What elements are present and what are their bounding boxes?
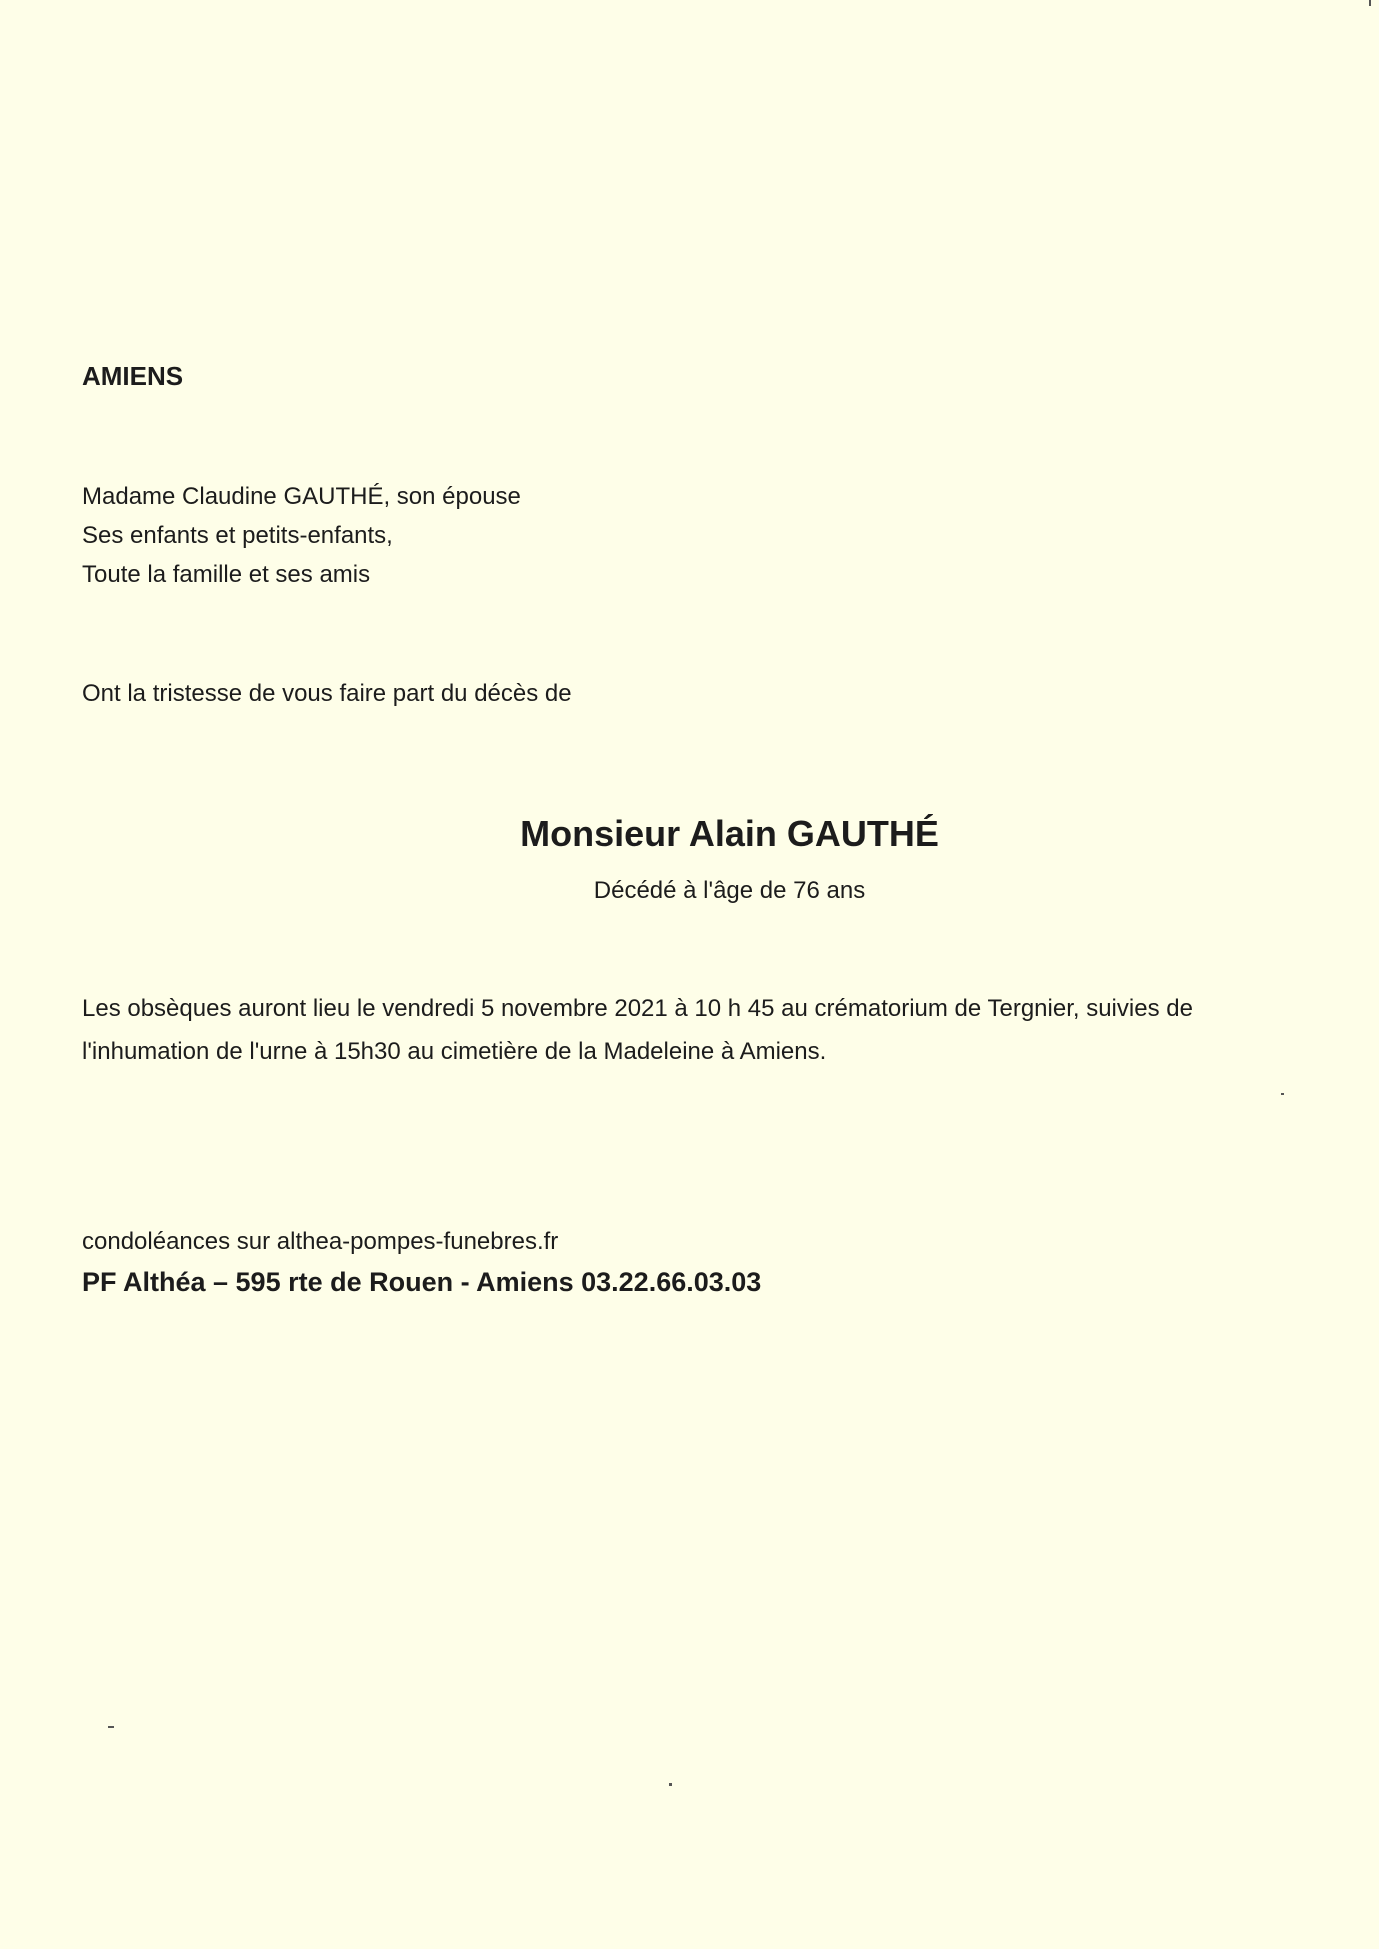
family-line-spouse: Madame Claudine GAUTHÉ, son épouse [82, 483, 521, 510]
deceased-name: Monsieur Alain GAUTHÉ [520, 813, 939, 854]
scan-speck [1281, 1093, 1284, 1095]
funeral-line-ceremony: Les obsèques auront lieu le vendredi 5 novembre 2021 à 10 h 45 au crématorium de Tergnier, suivies de [82, 995, 1193, 1022]
city-heading: AMIENS [82, 361, 184, 391]
scan-speck [108, 1726, 114, 1728]
scan-speck [669, 1783, 672, 1786]
family-block [82, 477, 521, 594]
funeral-details [82, 989, 1193, 1075]
scan-speck [1369, 0, 1371, 6]
age-line: Décédé à l'âge de 76 ans [593, 877, 866, 904]
funeral-home-contact: PF Althéa – 595 rte de Rouen - Amiens 03.22.66.03.03 [82, 1267, 762, 1297]
family-line-children: Ses enfants et petits-enfants, [82, 522, 393, 549]
announcement-intro: Ont la tristesse de vous faire part du décès de [82, 680, 572, 707]
funeral-line-burial: l'inhumation de l'urne à 15h30 au cimetière de la Madeleine à Amiens. [82, 1038, 827, 1065]
condolences-line: condoléances sur althea-pompes-funebres.fr [82, 1228, 559, 1255]
family-line-relatives: Toute la famille et ses amis [82, 561, 371, 588]
